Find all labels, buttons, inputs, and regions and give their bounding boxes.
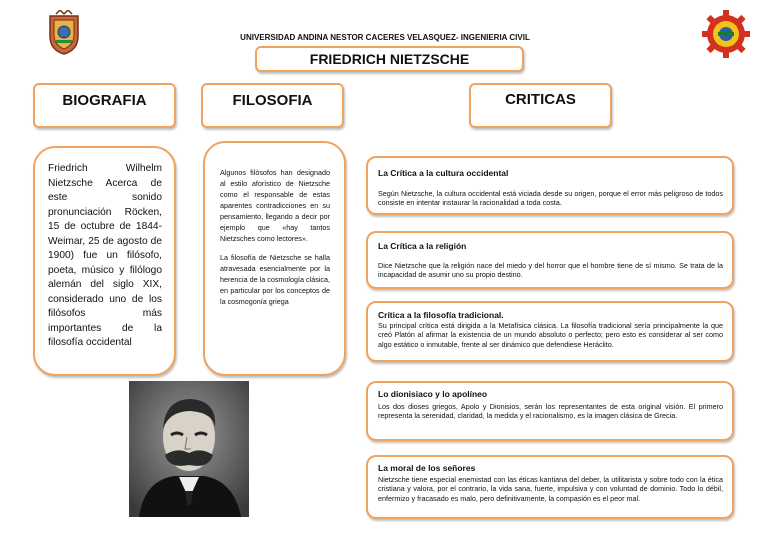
filosofia-paragraph-1: Algunos filósofos han designado al estilo aforístico de Nietzsche como el responsable de estas aparentes contradicciones en su pensamiento, llegando a decir por ejemplo que «hay tantos Nietzsches como lectores». <box>220 168 330 243</box>
critica-body: Nietzsche tiene especial enemistad con las éticas kantiana del deber, la utilitarista y sobre todo con la ética cristiana y valora, por el contrario, la vida sana, fuerte, impulsiva y con voluntad de dominio. Todo lo débil, enfermizo y fracasado es malo, pero definitivamente, la compasión es el peor mal. <box>378 475 723 503</box>
section-biografia <box>33 83 176 128</box>
biografia-box <box>33 146 176 376</box>
filosofia-paragraph-2: La filosofía de Nietzsche se halla atravesada esencialmente por la herencia de la cosmología clásica, en particular por los conceptos de la cosmogonía griega <box>220 253 330 306</box>
critica-heading: La moral de los señores <box>378 463 476 473</box>
section-filosofia <box>201 83 344 128</box>
critica-body: Dice Nietzsche que la religión nace del miedo y del horror que el hombre tiene de sí mismo. Se trata de la incapacidad de asumir uno su propio destino. <box>378 261 723 280</box>
critica-moral-senores <box>366 455 734 519</box>
critica-heading: La Crítica a la cultura occidental <box>378 168 509 178</box>
university-crest-icon <box>46 10 82 56</box>
civil-engineering-gear-icon <box>702 10 750 58</box>
critica-cultura-occidental <box>366 156 734 215</box>
nietzsche-portrait <box>129 381 249 517</box>
section-criticas <box>469 83 612 128</box>
critica-heading: La Crítica a la religión <box>378 241 467 251</box>
critica-body: Según Nietzsche, la cultura occidental está viciada desde su origen, porque el error más peligroso de todos consiste en intentar instaurar la racionalidad a toda costa. <box>378 189 723 208</box>
section-biografia-label: BIOGRAFIA <box>62 92 147 109</box>
section-filosofia-label: FILOSOFIA <box>232 92 313 109</box>
critica-heading: Lo dionisiaco y lo apolíneo <box>378 389 488 399</box>
filosofia-box <box>203 141 346 376</box>
section-criticas-label: CRITICAS <box>505 91 576 108</box>
page-title: FRIEDRICH NIETZSCHE <box>309 51 470 67</box>
critica-religion <box>366 231 734 289</box>
critica-body: Los dos dioses griegos, Apolo y Dionisios, serán los representantes de esta original visión. El primero representa la serenidad, claridad, la medida y el racionalismo, es la imagen clásica de Grecia. <box>378 402 723 421</box>
page-title-box <box>255 46 524 72</box>
critica-dionisiaco-apolineo <box>366 381 734 441</box>
critica-heading: Crítica a la filosofía tradicional. <box>378 310 504 320</box>
biografia-text: Friedrich Wilhelm Nietzsche Acerca de este sonido pronunciación Röcken, 15 de octubre de 1844-Weimar, 25 de agosto de 1900) fue un filósofo, poeta, músico y filólogo alemán del siglo XIX, considerado uno de los filósofos más importantes de la filosofía occidental <box>48 163 162 348</box>
critica-filosofia-tradicional <box>366 301 734 362</box>
critica-body: Su principal crítica está dirigida a la Metafísica clásica. La filosofía tradicional sería principalmente la que creó Platón al afirmar la existencia de un mundo absoluto o perfecto; pero esto es considerar al ser como algo estático o inmutable, frente al ser dinámico que defendiese Heráclito. <box>378 321 723 349</box>
university-name: UNIVERSIDAD ANDINA NESTOR CACERES VELASQUEZ- INGENIERIA CIVIL <box>240 33 530 42</box>
